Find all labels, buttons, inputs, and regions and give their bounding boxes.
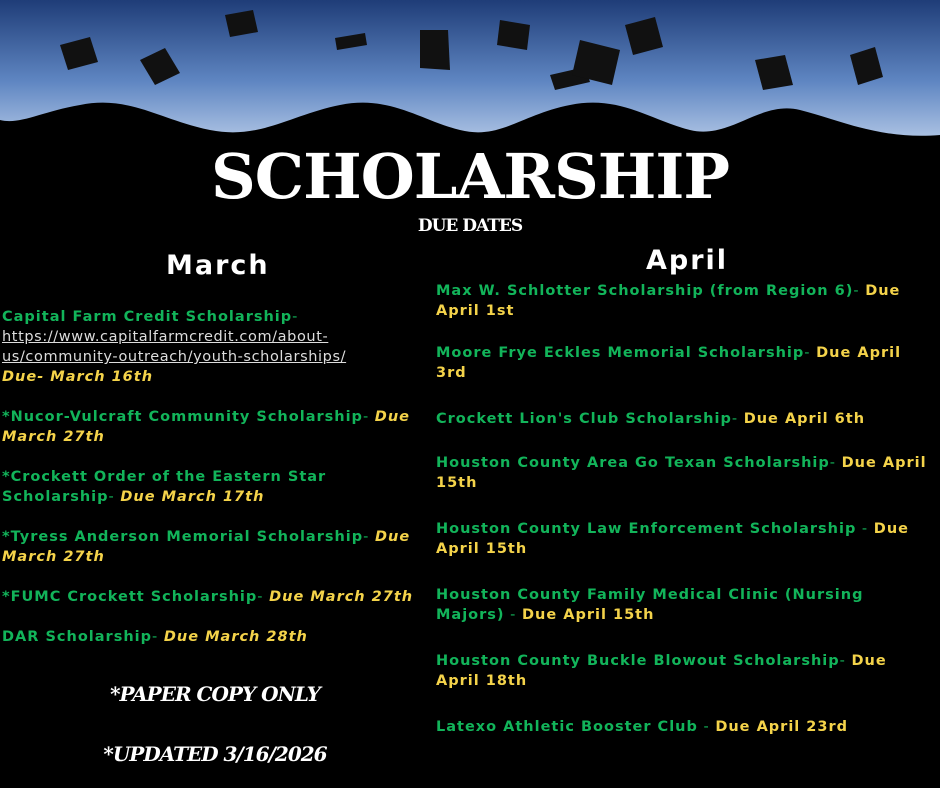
scholarship-item: [436, 717, 936, 737]
scholarship-name: Houston County Family Medical Clinic (Nursing Majors): [436, 587, 864, 623]
scholarship-name: Latexo Athletic Booster Club: [436, 719, 698, 735]
page-title: SCHOLARSHIP: [211, 140, 729, 213]
scholarship-item: [2, 527, 432, 567]
scholarship-item: [2, 407, 432, 447]
separator: -: [731, 411, 744, 427]
due-date: Due March 17th: [120, 489, 265, 505]
scholarship-name: Crockett Lion's Club Scholarship: [436, 411, 732, 427]
due-date: Due April 3rd: [436, 345, 902, 381]
paper-copy-note: *PAPER COPY ONLY: [110, 682, 320, 706]
separator: -: [856, 521, 874, 537]
separator: -: [108, 489, 121, 505]
due-date: Due April 15th: [436, 455, 927, 491]
scholarship-item: [436, 281, 936, 321]
scholarship-name: *Crockett Order of the Eastern Star Scholarship: [2, 469, 327, 505]
separator: -: [504, 607, 523, 623]
scholarship-item: [2, 307, 432, 387]
due-date: Due April 15th: [522, 607, 655, 623]
separator: -: [362, 409, 375, 425]
scholarship-name: *Nucor-Vulcraft Community Scholarship: [2, 409, 363, 425]
due-date: Due March 27th: [2, 409, 410, 445]
scholarship-link[interactable]: https://www.capitalfarmcredit.com/about-us/community-outreach/youth-scholarships/: [2, 329, 347, 365]
scholarship-name: Capital Farm Credit Scholarship: [2, 309, 293, 325]
page-subtitle: DUE DATES: [417, 216, 523, 236]
scholarship-item: [436, 409, 936, 429]
scholarship-name: Houston County Law Enforcement Scholarship: [436, 521, 857, 537]
separator: -: [292, 309, 299, 325]
separator: -: [829, 455, 842, 471]
march-heading: March: [166, 250, 270, 281]
separator: -: [363, 529, 376, 545]
scholarship-name: Houston County Buckle Blowout Scholarship: [436, 653, 840, 669]
scholarship-name: *Tyress Anderson Memorial Scholarship: [2, 529, 364, 545]
updated-note: *UPDATED 3/16/2026: [103, 742, 327, 766]
scholarship-name: Houston County Area Go Texan Scholarship: [436, 455, 830, 471]
due-date: Due April 1st: [436, 283, 901, 319]
due-date: Due March 27th: [269, 589, 414, 605]
scholarship-item: [436, 651, 936, 691]
due-date: Due April 23rd: [715, 719, 849, 735]
due-date: Due April 6th: [743, 411, 866, 427]
scholarship-item: [2, 587, 432, 607]
due-date: Due- March 16th: [2, 369, 154, 385]
separator: -: [804, 345, 817, 361]
due-date: Due March 27th: [2, 529, 411, 565]
scholarship-item: [2, 467, 432, 507]
due-date: Due March 28th: [163, 629, 308, 645]
separator: -: [152, 629, 164, 645]
scholarship-name: *FUMC Crockett Scholarship: [2, 589, 258, 605]
scholarship-item: [436, 343, 936, 383]
scholarship-item: [436, 453, 936, 493]
scholarship-item: [436, 519, 936, 559]
scholarship-name: Moore Frye Eckles Memorial Scholarship: [436, 345, 805, 361]
scholarship-name: DAR Scholarship: [2, 629, 153, 645]
separator: -: [697, 719, 716, 735]
graduation-caps-sky-image: [0, 0, 940, 150]
scholarship-item: [2, 627, 432, 647]
separator: -: [853, 283, 866, 299]
april-heading: April: [646, 245, 729, 276]
separator: -: [257, 589, 270, 605]
due-date: Due April 18th: [436, 653, 887, 689]
scholarship-name: Max W. Schlotter Scholarship (from Region 6): [436, 283, 854, 299]
scholarship-item: [436, 585, 936, 625]
due-date: Due April 15th: [436, 521, 909, 557]
separator: -: [839, 653, 852, 669]
